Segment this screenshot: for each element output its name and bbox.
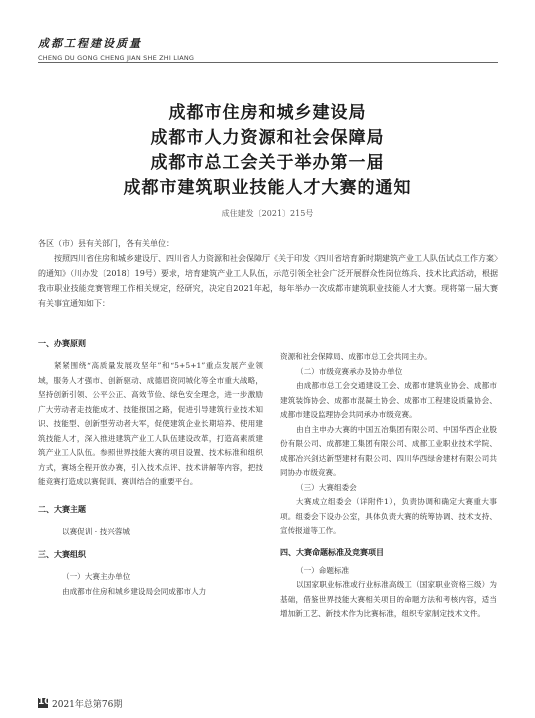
continued-text: 资源和社会保障局、成都市总工会共同主办。	[280, 352, 432, 361]
section-body-2: 以赛促训 · 技兴蓉城	[62, 526, 130, 536]
section-heading-4: 四、大赛命题标准及竞赛项目	[280, 547, 384, 557]
title-line-4: 成都市建筑职业技能人才大赛的通知	[123, 178, 412, 198]
magazine-title: 成都工程建设质量	[38, 37, 142, 50]
page-number: 10	[38, 697, 51, 707]
subsection-body-3: 大赛成立组委会（详附件1），负责协调和确定大赛重大事项。组委会下设办公室，具体负责大赛的统筹协调、技术支持、宣传报道等工作。	[280, 497, 497, 535]
subsection-body-1: 由成都市住房和城乡建设局会同成都市人力	[62, 586, 207, 596]
title-line-3: 成都市总工会关于举办第一届	[150, 153, 385, 173]
section-heading-3: 三、大赛组织	[38, 550, 86, 559]
subsection-heading-4: （一）命题标准	[296, 565, 350, 575]
section-heading-2: 二、大赛主题	[38, 504, 86, 514]
section-heading-1: 一、办赛原则	[38, 339, 86, 348]
intro-paragraph: 按照四川省住房和城乡建设厅、四川省人力资源和社会保障厅《关于印发〈四川省培育新时期建筑产业工人队伍试点工作方案〉的通知》（川办发〔2018〕19号）要求，培育建筑产业工人队伍，示范引领全社会广泛开展群众性岗位练兵、技术比武活动，根据我市职业技能竞赛管理工作相关规定，经研究，决定自2021年起，每年举办一次成都市建筑职业技能人才大赛。现将第一届大赛有关事宜通知如下：	[38, 254, 498, 308]
subsection-body-2a: 由成都市总工会交通建设工会、成都市建筑业协会、成都市建筑装饰协会、成都市混凝土协会、成都市工程建设质量协会、成都市建设监理协会共同承办市级竞赛。	[280, 381, 497, 419]
document-number: 成住建发〔2021〕215号	[221, 209, 314, 218]
magazine-title-pinyin: CHENG DU GONG CHENG JIAN SHE ZHI LIANG	[38, 54, 195, 62]
subsection-heading-2: （二）市级竞赛承办及协办单位	[296, 366, 403, 376]
subsection-heading-1: （一）大赛主办单位	[62, 572, 131, 581]
title-line-2: 成都市人力资源和社会保障局	[150, 128, 385, 148]
subsection-heading-3: （三）大赛组委会	[296, 482, 357, 492]
salutation: 各区（市）县有关部门，各有关单位：	[38, 239, 174, 248]
header-rule	[38, 62, 498, 63]
title-line-1: 成都市住房和城乡建设局	[168, 103, 367, 123]
left-column	[38, 338, 263, 599]
section-body-1: 紧紧围绕“高质量发展攻坚年”和“5+5+1”重点发展产业领域，服务人才强市、创新驱动、成德眉资同城化等全市重大战略，坚持创新引领、公平公正、高效节俭、绿色安全理念，进一步激励广大劳动者走技能成才、技能报国之路，促进引导建筑行业技术知识、技能型、创新型劳动者大军，促使建筑企业长期培养、使用建筑技能人才，深入推进建筑产业工人队伍建设改革，打造高素质建筑产业工人队伍。参照世界技能大赛的项目设置、技术标准和组织方式，赛场全程开放办赛，引入技术点评、技术讲解等内容，把技能竞赛打造成以赛促训、赛训结合的重要平台。	[38, 361, 263, 486]
issue-label: 2021年总第76期	[52, 700, 123, 710]
right-column	[280, 350, 497, 622]
subsection-body-2b: 由自主申办大赛的中国五冶集团有限公司、中国华西企业股份有限公司、成都建工集团有限公司、成都工业职业技术学院、成都冶兴剑达新型建材有限公司、四川华西绿舍建材有限公司共同协办市级竞赛。	[280, 424, 497, 477]
subsection-body-4: 以国家职业标准或行业标准高级工（国家职业资格三级）为基础，借鉴世界技能大赛相关项目的命题方法和考核内容，适当增加新工艺、新技术作为比赛标准，组织专家制定技术文件。	[280, 580, 497, 618]
